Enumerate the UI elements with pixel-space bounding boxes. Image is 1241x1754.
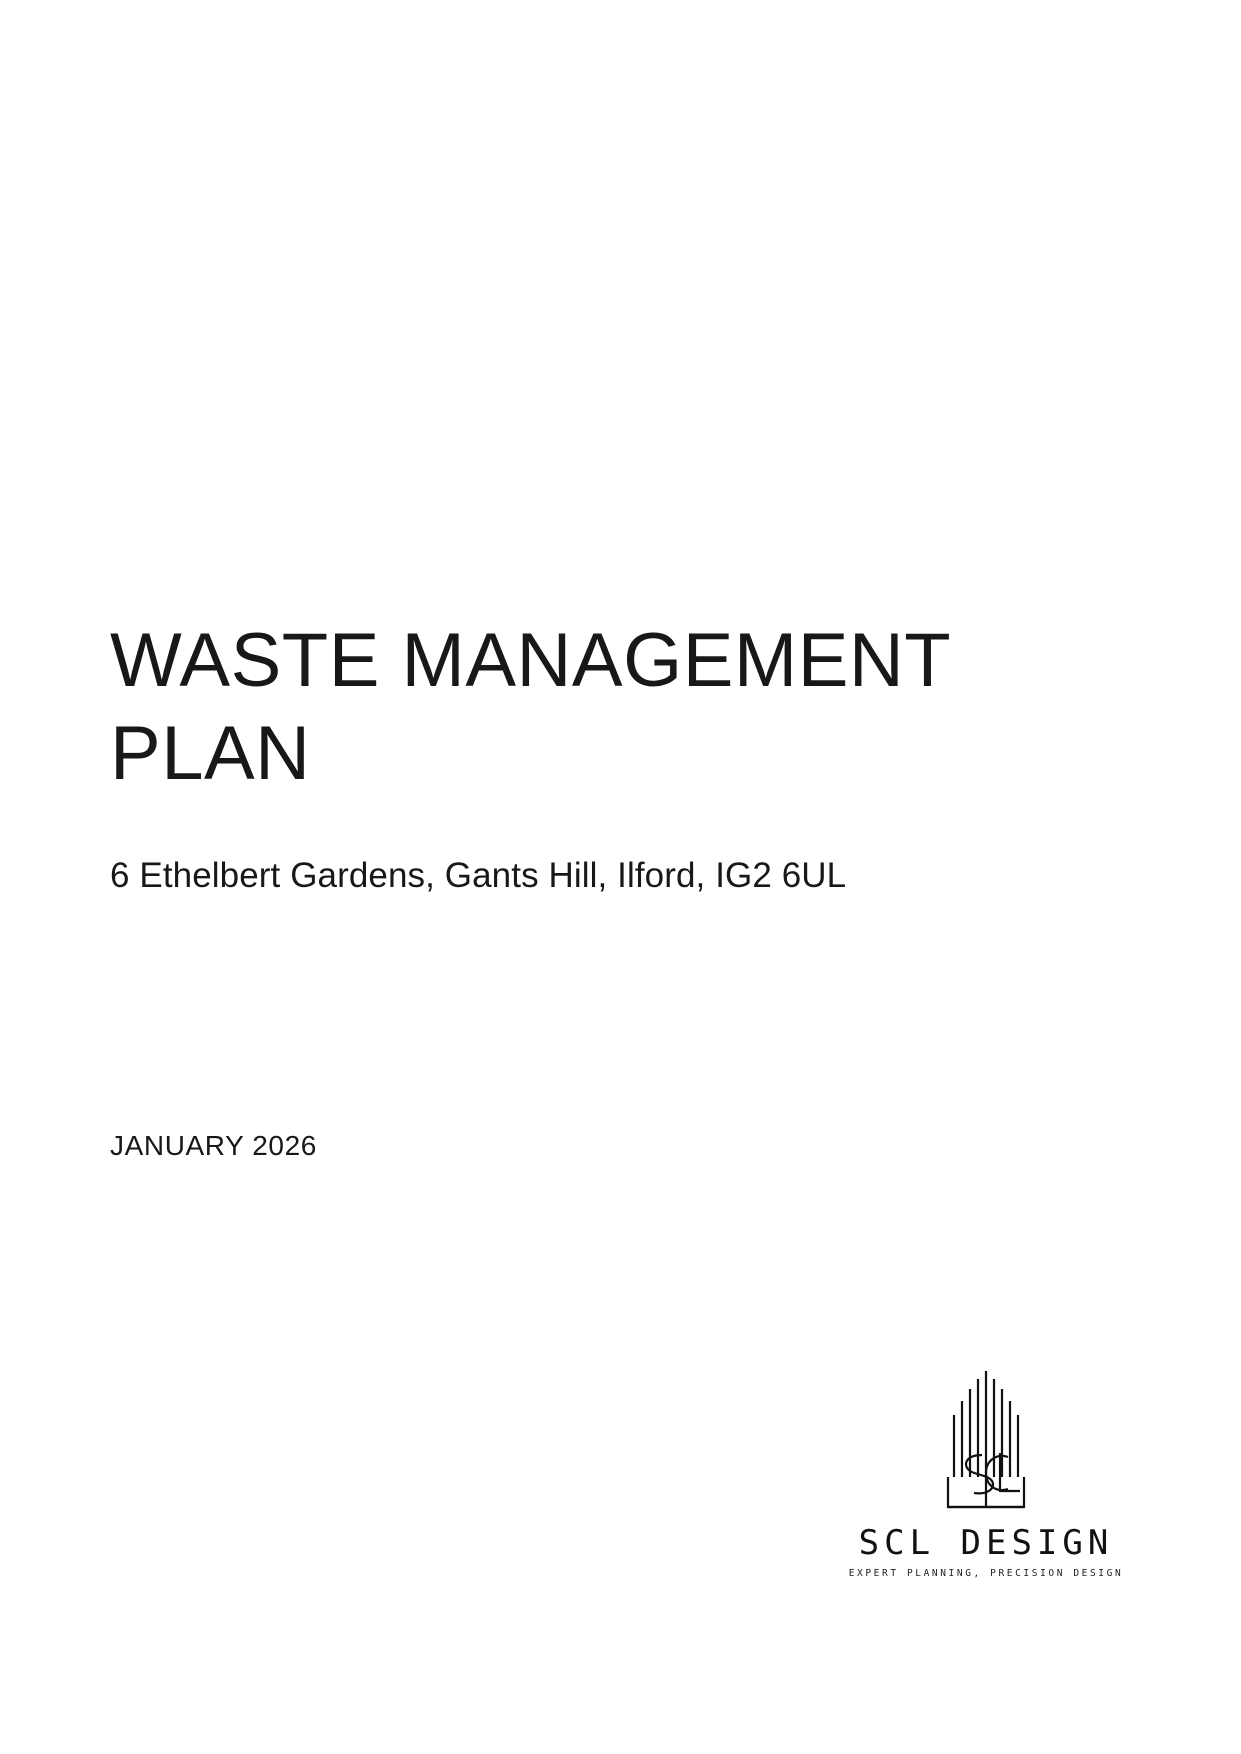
document-date: JANUARY 2026 [110,1130,317,1161]
logo-block [836,1357,1136,1579]
logo-tagline: EXPERT PLANNING, PRECISION DESIGN [848,1568,1124,1579]
site-address: 6 Ethelbert Gardens, Gants Hill, Ilford, IG2 6UL [110,856,847,896]
logo-wordmark: SCL DESIGN [858,1523,1114,1563]
title-block [110,615,1100,900]
scl-building-monogram-icon [896,1357,1076,1517]
page-title: WASTE MANAGEMENT PLAN [110,618,950,796]
